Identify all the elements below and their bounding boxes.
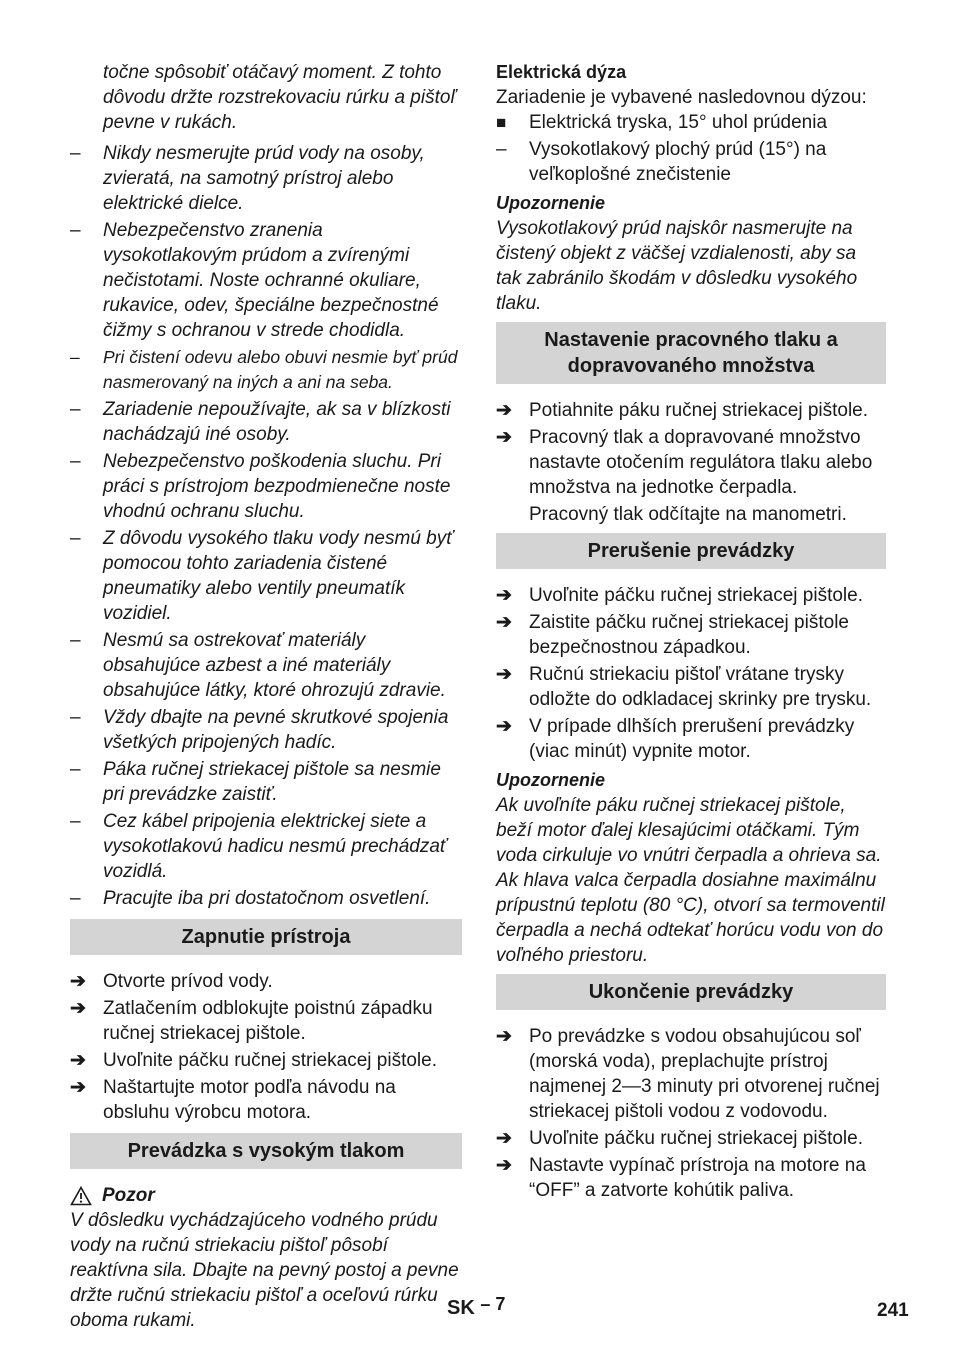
step-item bbox=[496, 714, 886, 764]
dash-marker: – bbox=[70, 707, 81, 728]
list-item-text: Pracujte iba pri dostatočnom osvetlení. bbox=[103, 888, 431, 909]
subheading-elektricka-dyza: Elektrická dýza bbox=[496, 62, 627, 82]
list-item-text: Vždy dbajte na pevné skrutkové spojenia všetkých pripojených hadíc. bbox=[103, 707, 449, 753]
note-label: Upozornenie bbox=[496, 770, 606, 790]
dash-marker: – bbox=[70, 811, 81, 832]
footer-language-page bbox=[447, 1296, 505, 1321]
step-text: Zaistite páčku ručnej striekacej pištole bezpečnostnou západkou. bbox=[529, 612, 849, 658]
list-item bbox=[496, 110, 886, 135]
note-label: Upozornenie bbox=[496, 193, 606, 213]
arrow-icon: ➔ bbox=[496, 1128, 512, 1149]
step-item bbox=[496, 425, 886, 500]
warning-text: V dôsledku vychádzajúceho vodného prúdu vody na ručnú striekaciu pištoľ pôsobí reaktívna sila. Dbajte na pevný postoj a pevne držte ručnú striekaciu pištoľ a oceľovú rúrku oboma rukami. bbox=[70, 1210, 459, 1331]
dash-marker: – bbox=[70, 220, 81, 241]
list-item-text: Z dôvodu vysokého tlaku vody nesmú byť pomocou tohto zariadenia čistené pneumatiky alebo ventily pneumatík vozidiel. bbox=[103, 528, 453, 624]
warning-label-row bbox=[70, 1183, 462, 1208]
step-text: Naštartujte motor podľa návodu na obsluhu výrobcu motora. bbox=[103, 1077, 396, 1123]
step-text: Nastavte vypínač prístroja na motore na “OFF” a zatvorte kohútik paliva. bbox=[529, 1155, 866, 1201]
arrow-icon: ➔ bbox=[496, 716, 512, 737]
step-item bbox=[496, 583, 886, 608]
list-item bbox=[70, 757, 462, 807]
step-item bbox=[496, 1153, 886, 1203]
step-text: Zatlačením odblokujte poistnú západku ručnej striekacej pištole. bbox=[103, 998, 433, 1044]
warning-label: Pozor bbox=[102, 1185, 155, 1206]
dash-marker: – bbox=[70, 451, 81, 472]
dash-marker: – bbox=[70, 630, 81, 651]
step-text: Po prevádzke s vodou obsahujúcou soľ (morská voda), preplachujte prístroj najmenej 2—3 minuty pri otvorenej ručnej striekacej pištoli vodou z vodovodu. bbox=[529, 1026, 880, 1122]
list-item-text: Elektrická tryska, 15° uhol prúdenia bbox=[529, 112, 828, 133]
footer-section-page: – 7 bbox=[480, 1294, 506, 1314]
list-item-text: Nebezpečenstvo zranenia vysokotlakovým prúdom a zvírenými nečistotami. Noste ochranné okuliare, rukavice, odev, špeciálne bezpečnostné čižmy s ochranou v strede chodidla. bbox=[103, 220, 439, 341]
step-item bbox=[70, 1048, 462, 1073]
arrow-icon: ➔ bbox=[496, 400, 512, 421]
step-text: Otvorte prívod vody. bbox=[103, 971, 273, 992]
step-item bbox=[70, 969, 462, 994]
arrow-icon: ➔ bbox=[496, 427, 512, 448]
dash-marker: – bbox=[70, 143, 81, 164]
list-item bbox=[496, 137, 886, 187]
list-item-text: Pri čistení odevu alebo obuvi nesmie byť prúd nasmerovaný na iných a ani na seba. bbox=[103, 347, 458, 392]
list-item-text: Zariadenie nepoužívajte, ak sa v blízkosti nachádzajú iné osoby. bbox=[103, 399, 451, 445]
step-item bbox=[496, 1126, 886, 1151]
list-item bbox=[70, 809, 462, 884]
dash-marker: – bbox=[70, 347, 80, 367]
section-heading-prevadzka: Prevádzka s vysokým tlakom bbox=[70, 1133, 462, 1169]
arrow-icon: ➔ bbox=[496, 1155, 512, 1176]
list-item-text: Páka ručnej striekacej pištole sa nesmie pri prevádzke zaistiť. bbox=[103, 759, 441, 805]
section-heading-zapnutie: Zapnutie prístroja bbox=[70, 919, 462, 955]
dash-marker: – bbox=[70, 528, 81, 549]
arrow-icon: ➔ bbox=[496, 612, 512, 633]
footer-page-number: 241 bbox=[877, 1300, 909, 1321]
step-text: Potiahnite páku ručnej striekacej pištole. bbox=[529, 400, 869, 421]
step-text: Uvoľnite páčku ručnej striekacej pištole. bbox=[529, 585, 863, 606]
step-text: Pracovný tlak a dopravované množstvo nastavte otočením regulátora tlaku alebo množstva na jednotke čerpadla. bbox=[529, 427, 873, 498]
note-text: Ak uvoľníte páku ručnej striekacej pištole, beží motor ďalej klesajúcimi otáčkami. Tým voda cirkuluje vo vnútri čerpadla a ohrieva sa. Ak hlava valca čerpadla dosiahne maximálnu prípustnú teplotu (80 °C), otvorí sa termoventil čerpadla a nechá odtekať horúcu vodu von do voľného priestoru. bbox=[496, 795, 885, 966]
arrow-icon: ➔ bbox=[70, 1050, 86, 1071]
arrow-icon: ➔ bbox=[496, 1026, 512, 1047]
step-item bbox=[496, 662, 886, 712]
step-item bbox=[70, 1075, 462, 1125]
list-item-text: Vysokotlakový plochý prúd (15°) na veľkoplošné znečistenie bbox=[529, 139, 827, 185]
list-item bbox=[70, 526, 462, 626]
dash-marker: – bbox=[70, 399, 81, 420]
step-text: Ručnú striekaciu pištoľ vrátane trysky odložte do odkladacej skrinky pre trysku. bbox=[529, 664, 872, 710]
list-item bbox=[70, 141, 462, 216]
section-heading-ukoncenie: Ukončenie prevádzky bbox=[496, 974, 886, 1010]
note-text: Vysokotlakový prúd najskôr nasmerujte na čistený objekt z väčšej vzdialenosti, aby sa tak zabránilo škodám v dôsledku vysokého tlaku. bbox=[496, 218, 858, 314]
step-extra-text: Pracovný tlak odčítajte na manometri. bbox=[529, 504, 847, 525]
section-heading-prerusenie: Prerušenie prevádzky bbox=[496, 533, 886, 569]
square-bullet-icon: ■ bbox=[496, 113, 507, 132]
left-column bbox=[70, 60, 462, 1333]
list-item bbox=[70, 345, 462, 395]
step-item bbox=[496, 1024, 886, 1124]
arrow-icon: ➔ bbox=[496, 585, 512, 606]
section-heading-nastavenie: Nastavenie pracovného tlaku a dopravovaného množstva bbox=[496, 322, 886, 384]
footer-language: SK bbox=[447, 1297, 475, 1319]
step-item bbox=[70, 996, 462, 1046]
right-column bbox=[496, 60, 886, 1205]
list-item bbox=[70, 705, 462, 755]
warning-triangle-icon bbox=[70, 1186, 92, 1206]
step-text: Uvoľnite páčku ručnej striekacej pištole. bbox=[103, 1050, 437, 1071]
arrow-icon: ➔ bbox=[496, 664, 512, 685]
dash-marker: – bbox=[496, 139, 507, 160]
list-item bbox=[70, 449, 462, 524]
arrow-icon: ➔ bbox=[70, 998, 86, 1019]
step-item bbox=[496, 398, 886, 423]
list-item bbox=[70, 397, 462, 447]
list-item-text: Cez kábel pripojenia elektrickej siete a vysokotlakovú hadicu nesmú prechádzať vozidlá. bbox=[103, 811, 447, 882]
list-item-text: Nikdy nesmerujte prúd vody na osoby, zvieratá, na samotný prístroj alebo elektrické dielce. bbox=[103, 143, 425, 214]
paragraph-dyza: Zariadenie je vybavené nasledovnou dýzou: bbox=[496, 87, 867, 108]
step-text: Uvoľnite páčku ručnej striekacej pištole. bbox=[529, 1128, 863, 1149]
dash-marker: – bbox=[70, 888, 81, 909]
dash-marker: – bbox=[70, 759, 81, 780]
step-item bbox=[496, 610, 886, 660]
list-item-text: Nebezpečenstvo poškodenia sluchu. Pri práci s prístrojom bezpodmienečne noste vhodnú ochranu sluchu. bbox=[103, 451, 451, 522]
list-item bbox=[70, 218, 462, 343]
intro-paragraph: točne spôsobiť otáčavý moment. Z tohto dôvodu držte rozstrekovaciu rúrku a pištoľ pevne v rukách. bbox=[103, 62, 456, 133]
step-text: V prípade dlhších prerušení prevádzky (viac minút) vypnite motor. bbox=[529, 716, 855, 762]
list-item bbox=[70, 628, 462, 703]
list-item-text: Nesmú sa ostrekovať materiály obsahujúce azbest a iné materiály obsahujúce látky, ktoré ohrozujú zdravie. bbox=[103, 630, 446, 701]
arrow-icon: ➔ bbox=[70, 971, 86, 992]
list-item bbox=[70, 886, 462, 911]
arrow-icon: ➔ bbox=[70, 1077, 86, 1098]
